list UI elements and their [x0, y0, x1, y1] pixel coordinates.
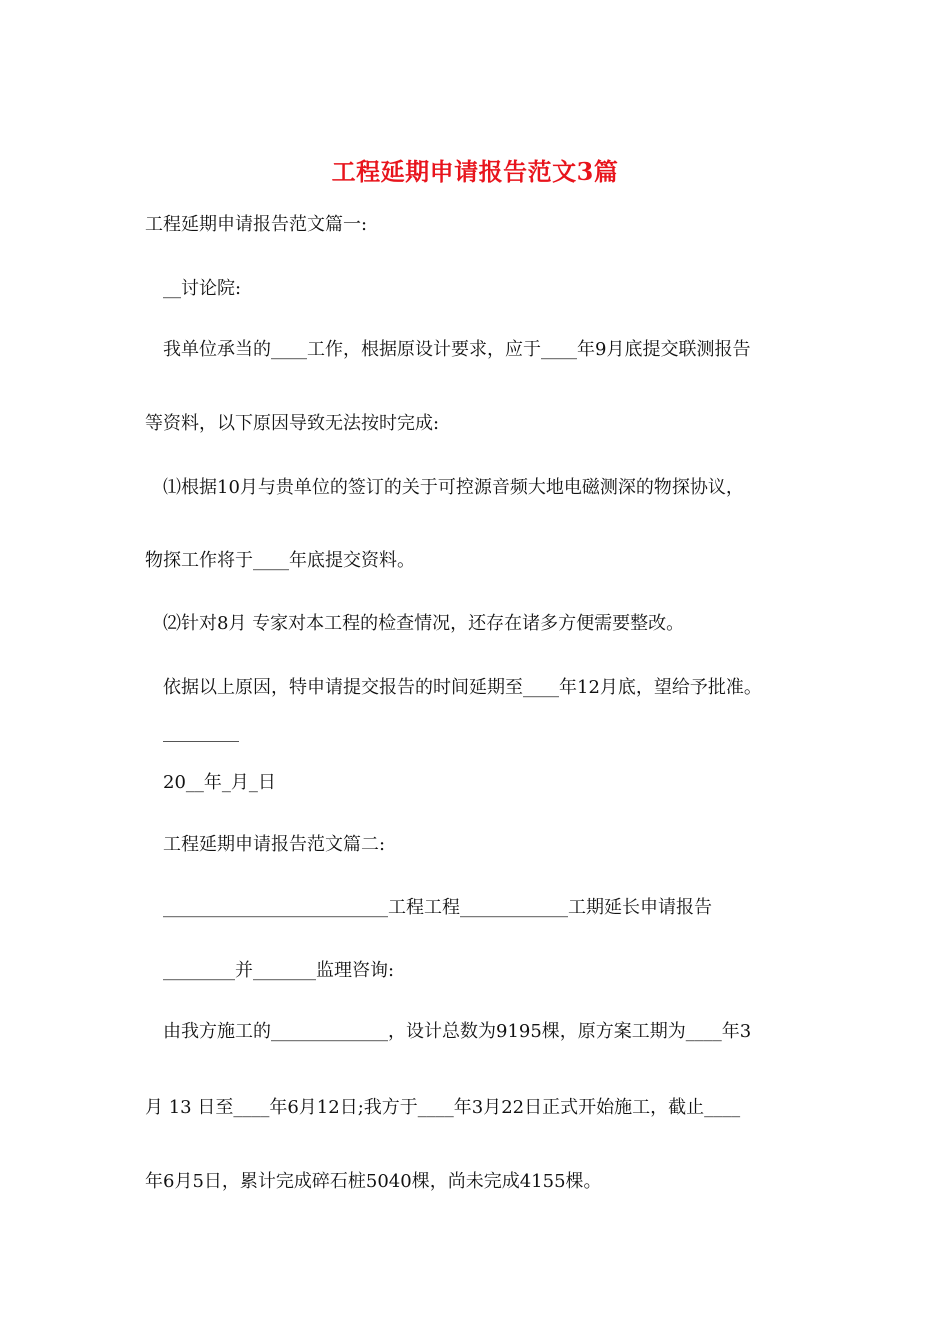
signature-line [163, 741, 239, 742]
document-title: 工程延期申请报告范文3篇 [331, 157, 619, 186]
section-heading-2: 工程延期申请报告范文篇二: [163, 834, 386, 855]
paragraph-line: 等资料，以下原因导致无法按时完成: [145, 413, 440, 434]
paragraph-line: 年6月5日，累计完成碎石桩5040棵，尚未完成4155棵。 [145, 1171, 602, 1192]
paragraph-line: 月 13 日至____年6月12日;我方于____年3月22日正式开始施工，截止____ [145, 1097, 741, 1118]
paragraph-line: ⑵针对8月 专家对本工程的检查情况，还存在诸多方便需要整改。 [163, 613, 685, 634]
addressee-line: ________并_______监理咨询: [163, 960, 395, 981]
paragraph-line: 由我方施工的_____________，设计总数为9195棵，原方案工期为____年3 [163, 1021, 752, 1042]
section-heading-1: 工程延期申请报告范文篇一: [145, 214, 368, 235]
addressee-line: __讨论院: [163, 278, 242, 299]
paragraph-line: 物探工作将于____年底提交资料。 [145, 550, 415, 571]
paragraph-line: ⑴根据10月与贵单位的签订的关于可控源音频大地电磁测深的物探协议， [163, 477, 744, 498]
report-title-line: _________________________工程工程____________工期延长申请报告 [163, 897, 712, 918]
date-line: 20__年_月_日 [163, 772, 276, 793]
paragraph-line: 我单位承当的____工作，根据原设计要求，应于____年9月底提交联测报告 [163, 339, 751, 360]
paragraph-line: 依据以上原因，特申请提交报告的时间延期至____年12月底，望给予批准。 [163, 677, 762, 698]
